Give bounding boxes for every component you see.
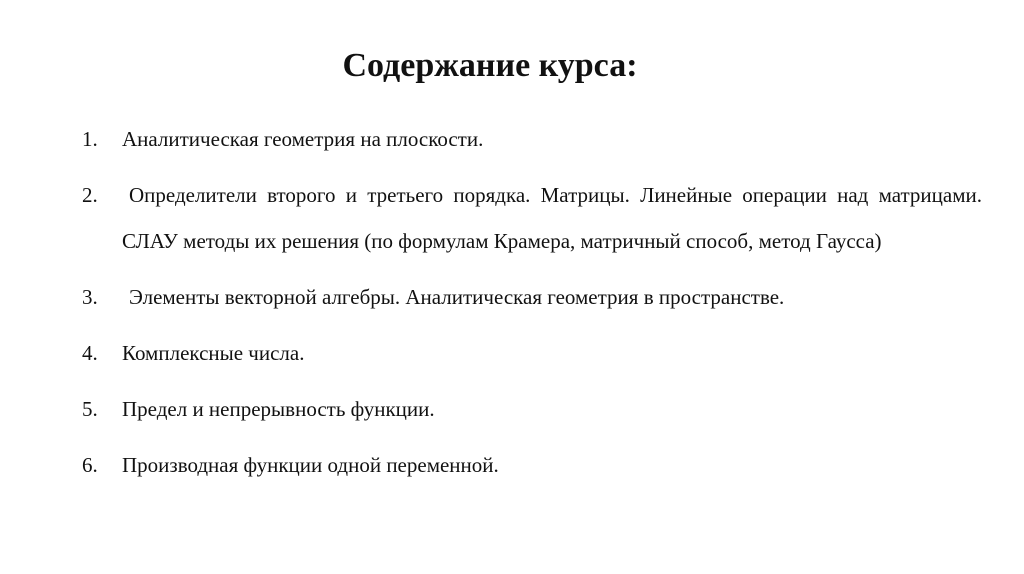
list-item-number: 6. (82, 453, 98, 477)
slide-title: Содержание курса: (342, 47, 638, 84)
list-item-text: Предел и непрерывность функции. (122, 397, 435, 421)
list-item-number: 4. (82, 341, 98, 365)
list-item-text: Производная функции одной переменной. (122, 453, 499, 477)
list-item (82, 442, 982, 488)
course-contents-list (82, 116, 982, 498)
list-item-text: Элементы векторной алгебры. Аналитическая геометрия в пространстве. (129, 285, 785, 309)
list-item-number: 1. (82, 127, 98, 151)
list-item (82, 330, 982, 376)
list-item (82, 116, 982, 162)
list-item (82, 172, 982, 264)
list-item-number: 5. (82, 397, 98, 421)
list-item (82, 274, 982, 320)
list-item-text: Комплексные числа. (122, 341, 305, 365)
list-item-number: 3. (82, 285, 98, 309)
list-item-text: Определители второго и третьего порядка. Матрицы. Линейные операции над матрицами. СЛАУ методы их решения (по формулам Крамера, матричный способ, метод Гаусса) (122, 183, 982, 253)
list-item-text: Аналитическая геометрия на плоскости. (122, 127, 484, 151)
list-item (82, 386, 982, 432)
list-item-number: 2. (82, 183, 98, 207)
